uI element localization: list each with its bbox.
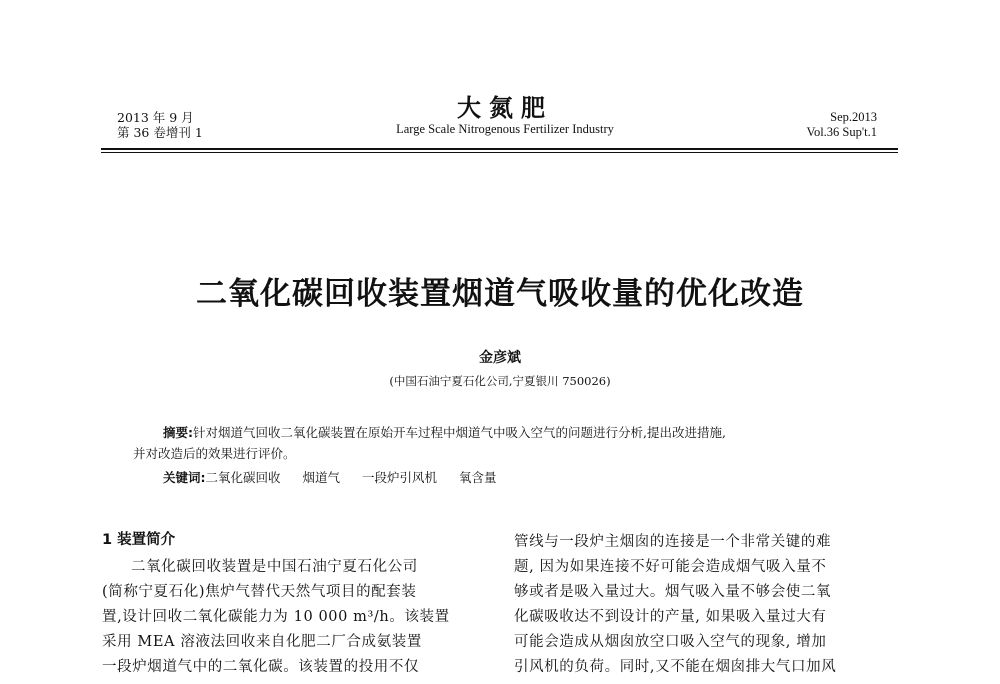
header-center	[340, 94, 670, 137]
body-line: 化碳吸收达不到设计的产量, 如果吸入量过大有	[514, 609, 827, 625]
body-line: 引风机的负荷。同时,又不能在烟囱排大气口加风	[514, 659, 837, 675]
keyword: 一段炉引风机	[362, 470, 438, 485]
left-column	[102, 528, 462, 680]
journal-logo: 大氮肥	[457, 93, 553, 122]
body-line: 够或者是吸入量过大。烟气吸入量不够会使二氧	[514, 584, 832, 600]
author-affiliation: (中国石油宁夏石化公司,宁夏银川 750026)	[389, 374, 611, 388]
section-heading: 1 装置简介	[102, 532, 176, 548]
header-issue-en: Vol.36 Sup't.1	[806, 125, 877, 139]
header-issue-cn: 第 36 卷增刊 1	[117, 125, 203, 140]
abstract-label: 摘要:	[163, 425, 193, 440]
keyword: 烟道气	[302, 470, 341, 485]
body-line: 题, 因为如果连接不好可能会造成烟气吸入量不	[514, 559, 827, 575]
header-date-en: Sep.2013	[830, 110, 877, 124]
header-date-cn: 2013 年 9 月	[117, 110, 194, 125]
body-line: 可能会造成从烟囱放空口吸入空气的现象, 增加	[514, 634, 827, 650]
right-column	[514, 530, 874, 680]
body-line: 置,设计回收二氧化碳能力为 10 000 m³/h。该装置	[102, 609, 450, 625]
abstract-line-2: 并对改造后的效果进行评价。	[133, 446, 296, 461]
author-name: 金彦斌	[479, 350, 521, 366]
header-left	[117, 110, 203, 140]
abstract-text-1: 针对烟道气回收二氧化碳装置在原始开车过程中烟道气中吸入空气的问题进行分析,提出改进措施,	[193, 425, 726, 440]
body-line: 采用 MEA 溶液法回收来自化肥二厂合成氨装置	[102, 634, 422, 650]
header-rule-thin	[101, 152, 898, 153]
keywords-label: 关键词:	[163, 470, 206, 485]
keywords	[163, 468, 519, 486]
abstract-line-1	[133, 422, 873, 443]
journal-english-name: Large Scale Nitrogenous Fertilizer Industry	[396, 122, 614, 136]
abstract	[133, 422, 873, 464]
body-line: 管线与一段炉主烟囱的连接是一个非常关键的难	[514, 534, 832, 550]
keyword: 氧含量	[459, 470, 497, 485]
header-right	[807, 110, 877, 140]
body-line: 一段炉烟道气中的二氧化碳。该装置的投用不仅	[102, 659, 420, 675]
header-rule-thick	[101, 148, 898, 150]
body-line: 二氧化碳回收装置是中国石油宁夏石化公司	[131, 559, 418, 575]
body-line: (简称宁夏石化)焦炉气替代天然气项目的配套装	[102, 584, 417, 600]
article-title: 二氧化碳回收装置烟道气吸收量的优化改造	[196, 276, 804, 312]
keyword: 二氧化碳回收	[205, 470, 281, 485]
